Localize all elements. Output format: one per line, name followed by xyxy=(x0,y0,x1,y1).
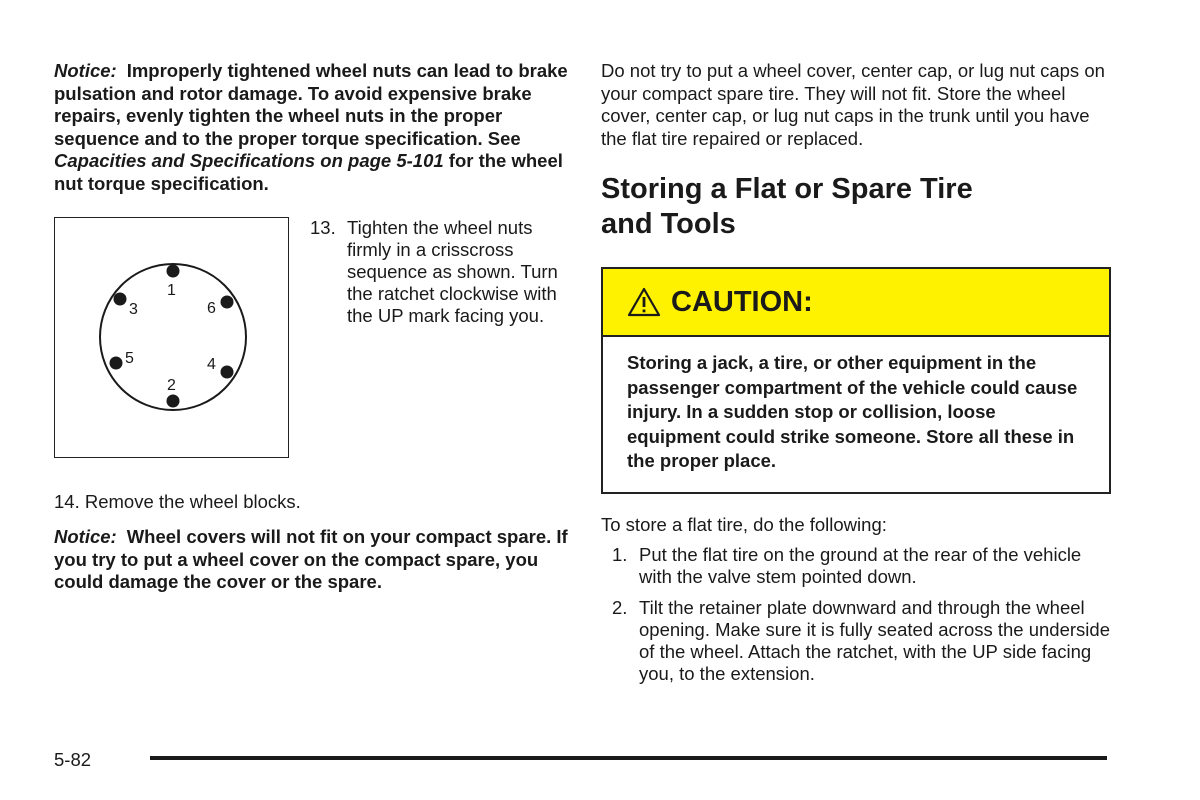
lug-nut-2 xyxy=(167,395,180,408)
step-13 xyxy=(310,217,580,327)
caution-body: Storing a jack, a tire, or other equipment in the passenger compartment of the vehicle could cause injury. In a sudden stop or collision, loose equipment could strike someone. Store all these in the proper place. xyxy=(627,352,1078,471)
section-heading xyxy=(601,172,1111,242)
lug-label-2: 2 xyxy=(167,377,176,394)
right-column xyxy=(601,60,1111,694)
lug-nut-5 xyxy=(110,357,123,370)
lug-label-4: 4 xyxy=(207,356,216,373)
section-heading-line-1: Storing a Flat or Spare Tire xyxy=(601,173,973,205)
caution-title: CAUTION: xyxy=(671,285,813,318)
notice-text: Improperly tightened wheel nuts can lead to brake pulsation and rotor damage. To avoid expensive brake repairs, evenly tighten the wheel nuts in the proper sequence and to the proper torque specification. See xyxy=(54,60,568,149)
figure-row xyxy=(54,217,569,477)
footer-rule xyxy=(150,756,1107,760)
lug-nut-4 xyxy=(221,366,234,379)
lug-nut-6 xyxy=(221,296,234,309)
warning-triangle-icon xyxy=(627,287,661,317)
notice-wheel-covers xyxy=(54,526,569,594)
notice-label: Notice: xyxy=(54,60,117,81)
left-column xyxy=(54,60,569,592)
wheel-cover-paragraph: Do not try to put a wheel cover, center cap, or lug nut caps on your compact spare tire. They will not fit. Store the wheel cover, center cap, or lug nut caps in the trunk until you have the flat tire repaired or replaced. xyxy=(601,60,1105,149)
storage-steps xyxy=(601,544,1111,685)
lug-nut-sequence-diagram xyxy=(54,217,289,458)
lug-label-5: 5 xyxy=(125,350,134,367)
store-intro: To store a flat tire, do the following: xyxy=(601,513,887,535)
wheel-diagram-svg xyxy=(55,218,288,457)
section-heading-line-2: and Tools xyxy=(601,208,736,240)
step-13-text: Tighten the wheel nuts firmly in a crisscross sequence as shown. Turn the ratchet clockwise with the UP mark facing you. xyxy=(347,217,558,326)
notice-wheel-nuts xyxy=(54,60,569,195)
step-14: 14. Remove the wheel blocks. xyxy=(54,491,301,512)
caution-box xyxy=(601,267,1111,494)
lug-label-3: 3 xyxy=(129,301,138,318)
caution-header xyxy=(603,269,1109,337)
list-item xyxy=(601,544,1111,588)
spec-reference: Capacities and Specifications on page 5-101 xyxy=(54,150,444,171)
notice2-label: Notice: xyxy=(54,526,117,547)
step-number: 1. xyxy=(612,544,628,565)
lug-label-6: 6 xyxy=(207,300,216,317)
page-number: 5-82 xyxy=(54,749,92,770)
step-number: 2. xyxy=(612,597,628,618)
lug-nut-3 xyxy=(114,293,127,306)
step-text: Tilt the retainer plate downward and through the wheel opening. Make sure it is fully seated across the underside of the wheel. Attach the ratchet, with the UP side facing you, to the extension. xyxy=(639,597,1110,684)
list-item xyxy=(601,597,1111,685)
lug-nut-1 xyxy=(167,265,180,278)
step-13-number: 13. xyxy=(310,217,336,238)
lug-label-1: 1 xyxy=(167,282,176,299)
step-text: Put the flat tire on the ground at the rear of the vehicle with the valve stem pointed down. xyxy=(639,544,1082,587)
notice2-text: Wheel covers will not fit on your compact spare. If you try to put a wheel cover on the compact spare, you could damage the cover or the spare. xyxy=(54,526,568,592)
notice-text-end: for the wheel nut torque specification. xyxy=(54,150,563,194)
